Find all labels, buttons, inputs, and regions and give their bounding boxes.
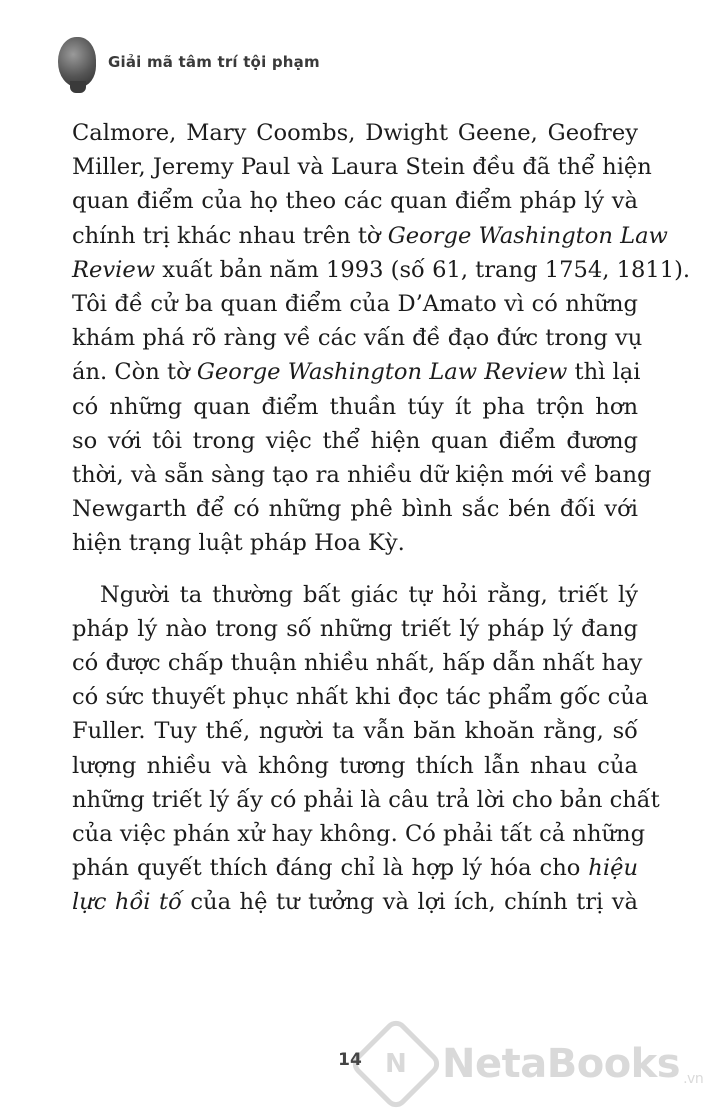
text-line: Miller, Jeremy Paul và Laura Stein đều đã thể hiện xyxy=(72,154,652,181)
paragraph-2 xyxy=(72,578,660,920)
text-line: chính trị khác nhau trên tờ George Washington Law xyxy=(72,222,668,249)
italic-title: lực hồi tố xyxy=(72,889,182,916)
text-line: của việc phán xử hay không. Có phải tất cả những xyxy=(72,821,646,848)
text-line: khám phá rõ ràng về các vấn đề đạo đức trong vụ xyxy=(72,325,643,352)
watermark-brand: NetaBooks .vn xyxy=(442,1041,703,1087)
text-line: hiện trạng luật pháp Hoa Kỳ. xyxy=(72,530,405,557)
text-line: Newgarth để có những phê bình sắc bén đối với xyxy=(72,496,638,523)
text-line: quan điểm của họ theo các quan điểm pháp lý và xyxy=(72,188,638,215)
netabooks-logo-icon: N xyxy=(348,1016,444,1112)
text-line: có được chấp thuận nhiều nhất, hấp dẫn nhất hay xyxy=(72,650,643,677)
text-line: pháp lý nào trong số những triết lý pháp lý đang xyxy=(72,615,638,642)
paragraph-1 xyxy=(72,116,691,561)
book-title: Giải mã tâm trí tội phạm xyxy=(108,53,320,71)
text-line: Fuller. Tuy thế, người ta vẫn băn khoăn rằng, số xyxy=(72,718,638,745)
text-line: Calmore, Mary Coombs, Dwight Geene, Geofrey xyxy=(72,120,638,146)
text-line: phán quyết thích đáng chỉ là hợp lý hóa cho hiệu xyxy=(72,855,638,882)
text-line: lực hồi tố của hệ tư tưởng và lợi ích, chính trị và xyxy=(72,889,638,916)
text-line: án. Còn tờ George Washington Law Review thì lại xyxy=(72,359,641,386)
text-line: so với tôi trong việc thể hiện quan điểm đương xyxy=(72,427,638,454)
italic-title: George Washington Law xyxy=(387,222,668,249)
text-line: Người ta thường bất giác tự hỏi rằng, triết lý xyxy=(100,581,638,608)
text-line: những triết lý ấy có phải là câu trả lời cho bản chất xyxy=(72,786,660,813)
text-line: Tôi đề cử ba quan điểm của D’Amato vì có những xyxy=(72,291,638,318)
text-line: có những quan điểm thuần túy ít pha trộn hơn xyxy=(72,393,638,420)
text-line: Review xuất bản năm 1993 (số 61, trang 1754, 1811). xyxy=(72,256,691,283)
head-silhouette-icon xyxy=(58,37,96,87)
body-text xyxy=(72,116,691,920)
italic-title: hiệu xyxy=(588,855,638,882)
italic-title: Review xyxy=(72,256,156,283)
page-number: 14 xyxy=(338,1050,362,1070)
running-header xyxy=(58,36,320,88)
text-line: thời, và sẵn sàng tạo ra nhiều dữ kiện mới về bang xyxy=(72,462,652,489)
italic-title: George Washington Law Review xyxy=(196,359,568,386)
netabooks-watermark xyxy=(362,1030,703,1098)
text-line: có sức thuyết phục nhất khi đọc tác phẩm gốc của xyxy=(72,684,649,711)
text-line: lượng nhiều và không tương thích lẫn nhau của xyxy=(72,752,638,779)
